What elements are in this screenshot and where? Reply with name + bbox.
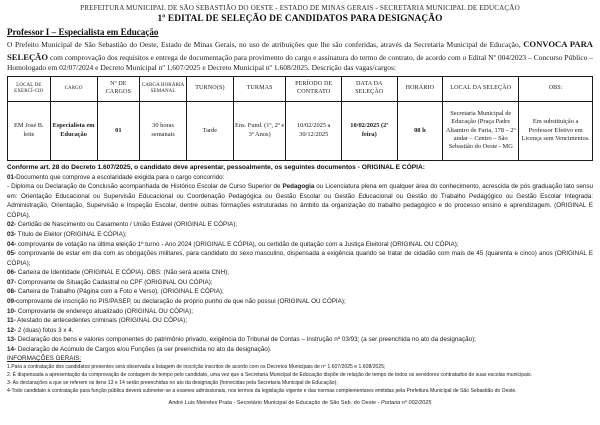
requirement-item xyxy=(7,220,593,230)
requirement-number: 04- xyxy=(7,240,17,248)
page-title: 1º EDITAL DE SELEÇÃO DE CANDIDATOS PARA DESIGNAÇÃO xyxy=(157,13,443,24)
convoca-emphasis: CONVOCA PARA SELEÇÃO xyxy=(7,38,594,62)
requirement-item xyxy=(7,278,593,288)
requirement-item xyxy=(7,268,593,278)
intro-part1: O Prefeito Municipal de São Sebastião do Oeste, Estado de Minas Gerais, no uso de atribuições que lhe são conferidas, através da Secretaria Municipal de Educação, xyxy=(7,39,521,49)
cell-local-exercicio: EM José B. leite xyxy=(8,101,51,160)
requirement-item xyxy=(7,230,593,240)
requirement-number: 13- xyxy=(7,336,17,344)
requirements-title: Conforme art. 28 do Decreto 1.607/2025, o candidato deve apresentar, pessoalmente, os seguintes documentos - ORIGINAL E CÓPIA: xyxy=(7,163,425,171)
requirement-number: 14- xyxy=(7,345,17,353)
requirement-text: Carteira de Identidade (ORIGINAL E CÓPIA). OBS: (Não será aceita CNH); xyxy=(16,269,229,277)
requirement-item xyxy=(7,326,593,336)
requirement-text: - Diploma ou Declaração de Conclusão acompanhada de Histórico Escolar de Curso Superior de Pedagogia ou Licenciatura plena em qualquer área do conhecimento, acrescida de pós graduação lato sensu em: Orientação Educacional ou Supervisão Educacional ou Coordenação Pedagógica ou Gestão Escolar ou Gestão Educacional ou Gestão do Trabalho Pedagógico ou Gestão Escolar Integrada: Administração, Orientação, Supervisão e Inspeção Escolar, dentre outras formações estruturadas no âmbito da organização do trabalho pedagógico e do processo ensino e aprendizagem. (ORIGINAL E CÓPIA). xyxy=(7,183,593,219)
requirement-text: comprovante de inscrição no PIS/PASEP, ou declaração de próprio punho de que não possui (ORIGINAL OU CÓPIA); xyxy=(16,297,346,305)
signature-footer xyxy=(7,400,593,406)
requirement-number: 05- xyxy=(7,250,17,258)
cell-data-selecao: 10/02/2025 (2ª feira) xyxy=(342,101,398,160)
subject-heading: Professor I – Especialista em Educação xyxy=(7,26,159,37)
requirement-item xyxy=(7,335,593,345)
requirement-number: 03- xyxy=(7,231,17,239)
cell-periodo-contrato: 10/02/2025 a 30/12/2025 xyxy=(286,101,342,160)
general-note: 3- As declarações a que se referem os itens 13 e 14 serão preenchidas no ato da designação (fornecidas pela Secretaria Municipal de Educação); xyxy=(7,380,338,387)
requirement-number: 09- xyxy=(7,297,17,305)
requirement-text: Título de Eleitor (ORIGINAL E CÓPIA); xyxy=(16,231,127,239)
vacancies-table xyxy=(7,76,593,161)
requirement-text: Comprovante de endereço atualizado (ORIGINAL OU CÓPIA); xyxy=(16,307,193,315)
requirement-number: 12- xyxy=(7,326,17,334)
signatory-portaria: Portaria nº 002/2025 xyxy=(381,399,432,406)
cell-n-cargos: 01 xyxy=(97,101,140,160)
requirement-item xyxy=(7,173,593,183)
requirement-item xyxy=(7,287,593,297)
col-periodo-contrato: PERÍODO DE CONTRATO xyxy=(286,76,342,101)
requirement-text: Declaração dos bens e valores componentes do patrimônio privado, exigência do Tribunal de Contas – Instrução nº 03/93; (a ser preenchida no ato da designação); xyxy=(16,336,476,344)
table-row xyxy=(8,101,593,160)
requirement-item xyxy=(7,297,593,307)
col-turnos: TURNO(S) xyxy=(187,76,234,101)
cell-local-selecao: Secretaria Municipal de Educação (Praça Padre Altamiro de Faria, 178 – 2º andar – Centro – São Sebastião do Oeste - MG xyxy=(443,101,519,160)
intro-paragraph xyxy=(7,38,593,74)
requirement-number: 10- xyxy=(7,307,17,315)
requirement-item xyxy=(7,182,593,220)
requirement-number: 06- xyxy=(7,269,17,277)
col-carga-horaria: CARGA HORÁRIA SEMANAL xyxy=(140,76,187,101)
general-note: 4-Todo candidato à contratação para função pública deverá submeter-se a exames admissionais, nos termos da legislação vigente e das normas complementares emitidas pela Prefeitura Municipal de São Sebastião do Oeste. xyxy=(7,388,517,395)
col-local-selecao: LOCAL DA SELEÇÃO xyxy=(443,76,519,101)
general-info-title: INFORMAÇÕES GERAIS: xyxy=(7,355,82,363)
requirement-text: Documento que comprove a escolaridade exigida para o cargo concorrido: xyxy=(16,173,225,181)
requirement-item xyxy=(7,240,593,250)
requirement-text: Declaração de Acúmulo de Cargos e/ou Funções (a ser preenchida no ato da designação). xyxy=(16,345,272,353)
requirement-number: 07- xyxy=(7,278,17,286)
requirement-text: 2 (duas) fotos 3 x 4. xyxy=(16,326,74,334)
col-data-selecao: DATA DA SELEÇÃO xyxy=(342,76,398,101)
general-note: 1.Para a contratação dos candidatos presentes será observada a listagem de inscrição inscritos de acordo com os Decretos Municipais de nº 1.607/2025 e 1.608/2025; xyxy=(7,364,386,371)
requirement-text: Comprovante de Situação Cadastral no CPF (ORIGINAL OU CÓPIA); xyxy=(16,278,213,286)
cell-turmas: Ens. Fund. (1º, 2º e 3º Anos) xyxy=(233,101,286,160)
requirement-number: 02- xyxy=(7,221,17,229)
requirements-section xyxy=(7,163,593,396)
requirement-text: comprovante de votação na última eleição 1º turno - Ano 2024 (ORIGINAL E CÓPIA), ou certidão de quitação com a Justiça Eleitoral (ORIGINAL OU CÓPIA); xyxy=(16,240,459,248)
requirement-item xyxy=(7,249,593,268)
requirement-text: Certidão de Nascimento ou Casamento / União Estável (ORIGINAL E CÓPIA); xyxy=(16,221,238,229)
requirements-list xyxy=(7,173,593,355)
requirement-item xyxy=(7,316,593,326)
table-header-row xyxy=(8,76,593,101)
cell-turnos: Tarde xyxy=(187,101,234,160)
cell-obs: Em substituição a Professor Efetivo em Licença sem Vencimentos. xyxy=(519,101,593,160)
col-cargo: CARGO xyxy=(50,76,97,101)
requirement-item xyxy=(7,307,593,317)
cell-cargo: Especialista em Educação xyxy=(50,101,97,160)
signatory-name: André Luis Meireles Prata - Secretário Municipal de Educação de São Seb. do Oeste - xyxy=(168,399,382,406)
cell-carga-horaria: 30 horas semanais xyxy=(140,101,187,160)
requirement-text: Atestado de antecedentes criminais (ORIGINAL OU CÓPIA); xyxy=(15,317,188,325)
general-notes-list xyxy=(7,364,593,396)
intro-part2: com comprovação dos requisitos e entrega de documentação para provimento do cargo e assinatura do termo de contrato, de acordo com o Edital Nº 004/2023 – Concurso Público – Homologado em 02/07/2024 e Decreto Municipal nº 1.607/2025 e Decreto Municipal nº 1.608/2025. Descrição das vagas/cargos: xyxy=(7,52,593,73)
general-note: 2. É dispensada a apresentação da comprovação de contagem de tempo pelo candidato, uma vez que a Secretaria Municipal de Educação dispõe de relação de tempo de todos os servidores contratados de suas escolas municipais. xyxy=(7,372,532,379)
requirement-item xyxy=(7,345,593,355)
col-obs: OBS: xyxy=(519,76,593,101)
requirement-number: 08- xyxy=(7,288,17,296)
col-turmas: TURMAS xyxy=(233,76,286,101)
col-n-cargos: Nº DE CARGOS xyxy=(97,76,140,101)
requirement-number: 01- xyxy=(7,173,17,181)
col-local-exercicio: LOCAL DE EXERCÍ-CIO xyxy=(8,76,51,101)
requirement-number: 11- xyxy=(7,317,16,325)
col-horario: HORÁRIO xyxy=(397,76,443,101)
municipality-header: PREFEITURA MUNICIPAL DE SÃO SEBASTIÃO DO OESTE - ESTADO DE MINAS GERAIS - SECRETARIA MUNICIPAL DE EDUCAÇÃO xyxy=(80,4,520,12)
cell-horario: 08 h xyxy=(397,101,443,160)
requirement-text: Carteira de Trabalho (Página com a Foto e Verso), (ORIGINAL E CÓPIA); xyxy=(16,288,224,296)
requirement-text: comprovante de estar em dia com as obrigações militares, para candidato do sexo masculino, dispensada a exigência quando se tratar de cidadão com mais de 45 (quarenta e cinco) anos (ORIGINAL E CÓPIA); xyxy=(7,250,593,267)
